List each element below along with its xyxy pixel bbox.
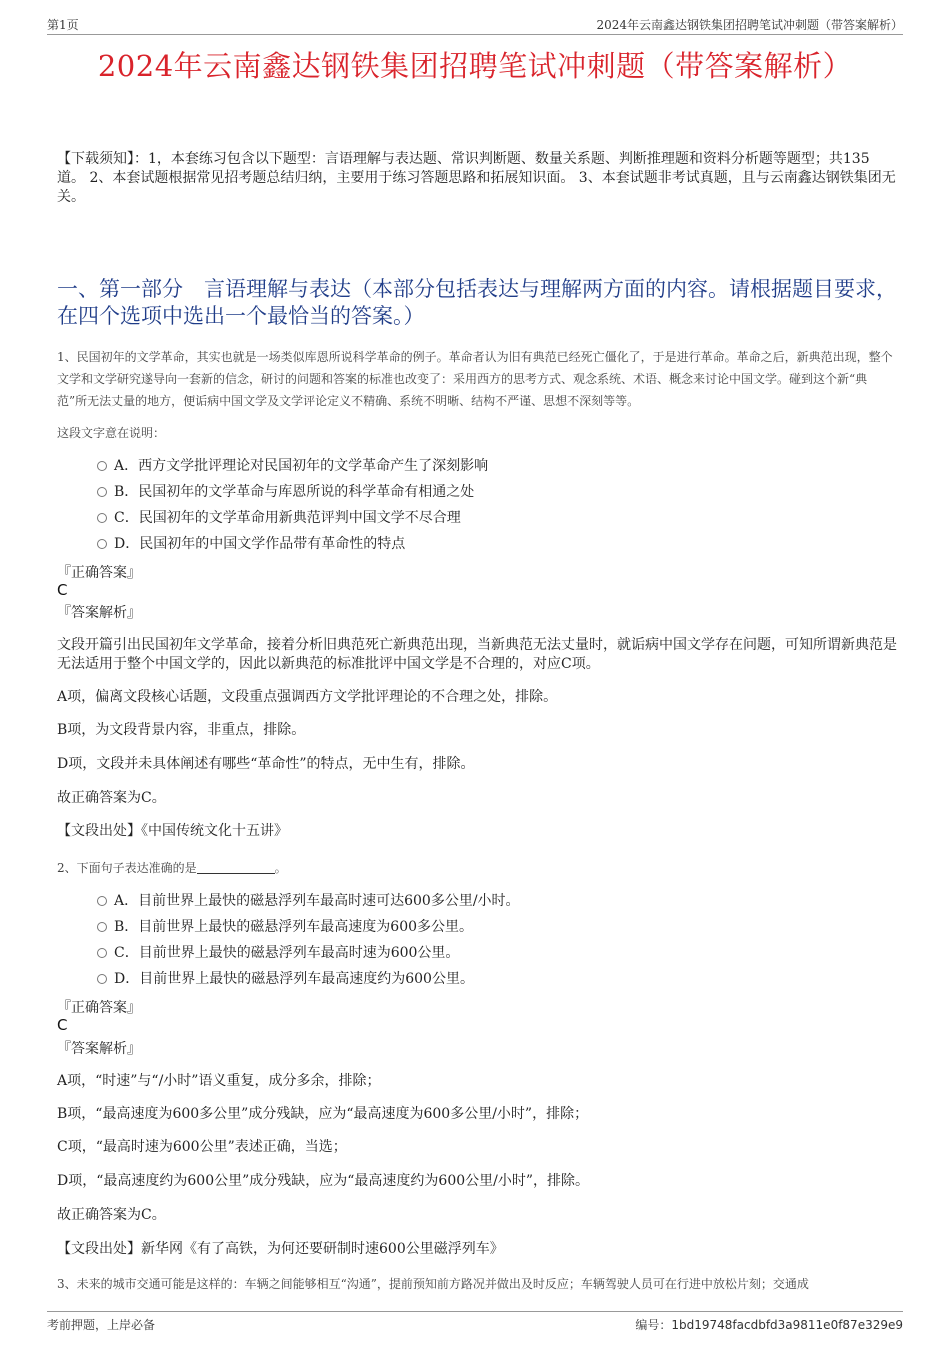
radio-icon[interactable]: [97, 513, 107, 523]
correct-answer-label: 『正确答案』: [57, 1000, 141, 1016]
section-heading: 一、第一部分 言语理解与表达（本部分包括表达与理解两方面的内容。请根据题目要求，在四个选项中选出一个最恰当的答案。）: [57, 277, 897, 328]
question-2-answer: C: [57, 1016, 68, 1034]
radio-icon[interactable]: [97, 539, 107, 549]
page-header: [47, 14, 903, 35]
question-1-prompt: 这段文字意在说明：: [57, 426, 166, 440]
radio-icon[interactable]: [97, 896, 107, 906]
question-2-analysis-a: A项，“时速”与“/小时”语义重复，成分多余，排除；: [57, 1073, 381, 1089]
question-2-conclusion: 故正确答案为C。: [57, 1207, 166, 1223]
footer-slogan: 考前押题，上岸必备: [47, 1318, 156, 1332]
page-number: 第1页: [47, 18, 79, 32]
radio-icon[interactable]: [97, 922, 107, 932]
question-2-option-c[interactable]: C．目前世界上最快的磁悬浮列车最高时速为600公里。: [97, 943, 459, 963]
radio-icon[interactable]: [97, 487, 107, 497]
question-1-analysis-b: B项，为文段背景内容，非重点，排除。: [57, 722, 306, 738]
question-1-conclusion: 故正确答案为C。: [57, 790, 166, 806]
correct-answer-label: 『正确答案』: [57, 565, 141, 581]
question-2-analysis-c: C项，“最高时速为600公里”表述正确，当选；: [57, 1139, 347, 1155]
analysis-label: 『答案解析』: [57, 1041, 141, 1057]
page-footer: [47, 1311, 903, 1332]
question-1-answer: C: [57, 581, 68, 599]
radio-icon[interactable]: [97, 948, 107, 958]
analysis-label: 『答案解析』: [57, 605, 141, 621]
question-3-text: 3、未来的城市交通可能是这样的：车辆之间能够相互“沟通”，提前预知前方路况并做出及时反应；车辆驾驶人员可在行进中放松片刻；交通成: [57, 1277, 809, 1291]
question-1-option-d[interactable]: D．民国初年的中国文学作品带有革命性的特点: [97, 534, 405, 554]
question-1-analysis-main: 文段开篇引出民国初年文学革命，接着分析旧典范死亡新典范出现，当新典范无法丈量时，就诟病中国文学存在问题，可知所谓新典范是无法适用于整个中国文学的，因此以新典范的标准批评中国文学是不合理的，对应C项。: [57, 637, 897, 672]
question-1-analysis-a: A项，偏离文段核心话题，文段重点强调西方文学批评理论的不合理之处，排除。: [57, 689, 558, 705]
question-1-source: 【文段出处】《中国传统文化十五讲》: [57, 823, 288, 839]
question-1-option-c[interactable]: C．民国初年的文学革命用新典范评判中国文学不尽合理: [97, 508, 461, 528]
question-2-analysis-d: D项，“最高速度约为600公里”成分残缺，应为“最高速度约为600公里/小时”，排除。: [57, 1173, 590, 1189]
question-2-text: 2、下面句子表达准确的是 。: [57, 861, 287, 875]
radio-icon[interactable]: [97, 461, 107, 471]
question-2-option-a[interactable]: A．目前世界上最快的磁悬浮列车最高时速可达600多公里/小时。: [97, 891, 520, 911]
download-notice: 【下载须知】：1，本套练习包含以下题型：言语理解与表达题、常识判断题、数量关系题、判断推理题和资料分析题等题型；共135道。 2、本套试题根据常见招考题总结归纳，主要用于练习答题思路和拓展知识面。 3、本套试题非考试真题，且与云南鑫达钢铁集团无关。: [57, 151, 896, 205]
document-title: 2024年云南鑫达钢铁集团招聘笔试冲刺题（带答案解析）: [97, 49, 853, 83]
question-2-source: 【文段出处】新华网《有了高铁，为何还要研制时速600公里磁浮列车》: [57, 1241, 504, 1257]
radio-icon[interactable]: [97, 974, 107, 984]
question-2-option-b[interactable]: B．目前世界上最快的磁悬浮列车最高速度为600多公里。: [97, 917, 473, 937]
question-1-option-a[interactable]: A．西方文学批评理论对民国初年的文学革命产生了深刻影响: [97, 456, 488, 476]
question-2-analysis-b: B项，“最高速度为600多公里”成分残缺，应为“最高速度为600多公里/小时”，排除；: [57, 1106, 589, 1122]
footer-code: 编号：1bd19748facdbfd3a9811e0f87e329e9: [635, 1318, 903, 1332]
question-1-option-b[interactable]: B．民国初年的文学革命与库恩所说的科学革命有相通之处: [97, 482, 474, 502]
header-doc-title: 2024年云南鑫达钢铁集团招聘笔试冲刺题（带答案解析）: [596, 18, 903, 32]
question-1-text: 1、民国初年的文学革命，其实也就是一场类似库恩所说科学革命的例子。革命者认为旧有典范已经死亡僵化了，于是进行革命。革命之后，新典范出现，整个文学和文学研究遂导向一套新的信念，研讨的问题和答案的标准也改变了：采用西方的思考方式、观念系统、术语、概念来讨论中国文学。碰到这个新“典范”所无法丈量的地方，便诟病中国文学及文学评论定义不精确、系统不明晰、结构不严谨、思想不深刻等等。: [57, 350, 893, 408]
question-2-option-d[interactable]: D．目前世界上最快的磁悬浮列车最高速度约为600公里。: [97, 969, 474, 989]
answer-blank: [197, 860, 275, 874]
question-1-analysis-d: D项，文段并未具体阐述有哪些“革命性”的特点，无中生有，排除。: [57, 756, 475, 772]
